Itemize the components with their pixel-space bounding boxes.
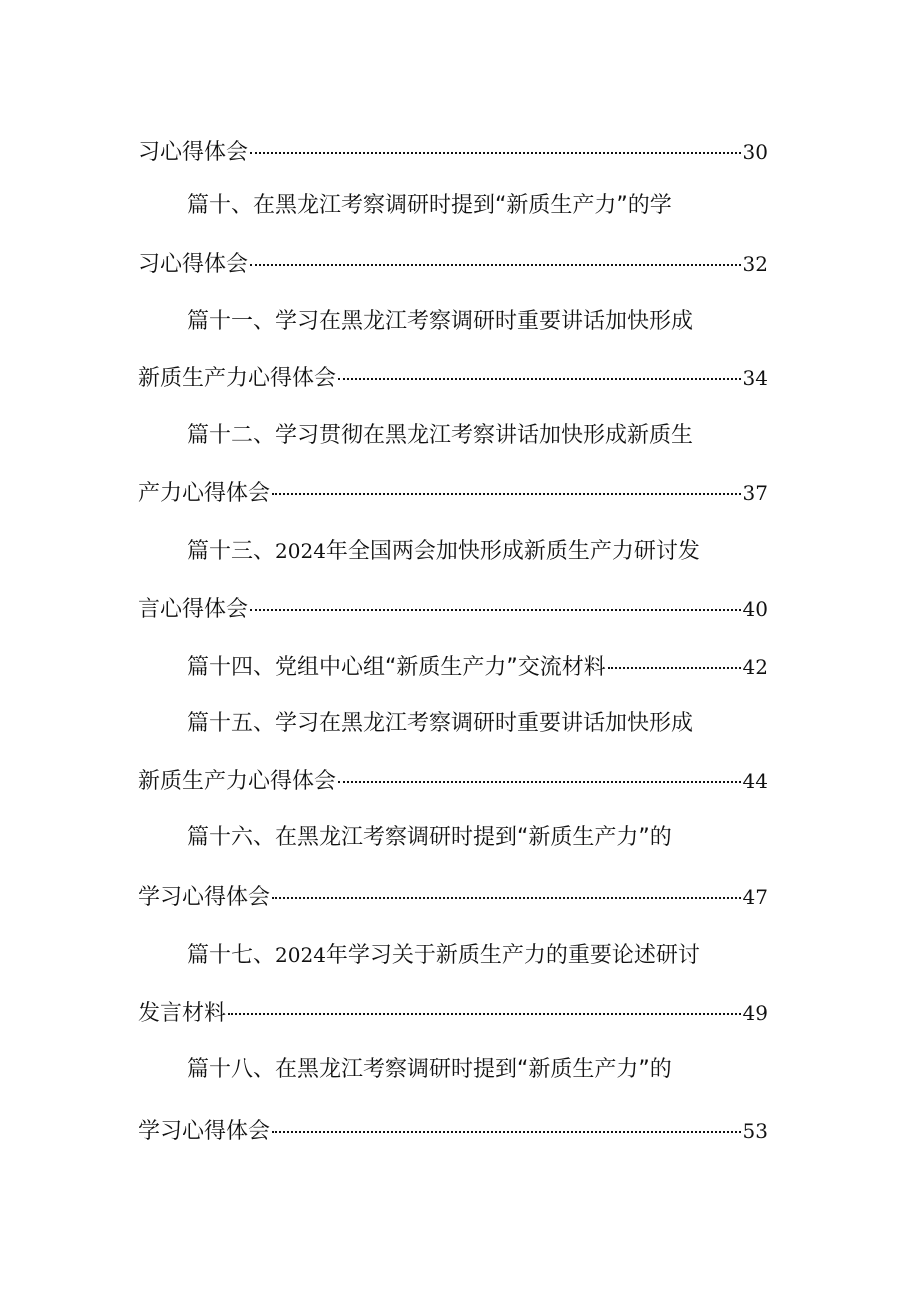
toc-entry-line[interactable] [138, 362, 768, 394]
toc-entry-line[interactable] [138, 593, 768, 625]
toc-entry-title: 新质生产力心得体会 [138, 366, 337, 391]
toc-page-number: 37 [742, 481, 768, 505]
dot-leader [338, 378, 741, 380]
toc-entry-line[interactable] [138, 248, 768, 280]
toc-entry-title: 年全国两会加快形成新质生产力研讨发 [325, 539, 700, 564]
toc-entry-line[interactable] [138, 1115, 768, 1147]
toc-page-number: 47 [742, 885, 768, 909]
toc-entry-title: 篇十六、在黑龙江考察调研时提到“新质生产力”的 [187, 825, 672, 850]
toc-entry-title: 篇十、在黑龙江考察调研时提到“新质生产力”的学 [187, 193, 672, 218]
toc-page-number: 53 [742, 1119, 768, 1143]
dot-leader [272, 1131, 741, 1133]
toc-page-number: 30 [742, 140, 768, 164]
dot-leader [228, 1013, 741, 1015]
toc-page-number: 40 [742, 597, 768, 621]
toc-entry-title: 产力心得体会 [138, 481, 271, 506]
toc-entry-line[interactable] [187, 420, 768, 452]
toc-entry-title: 发言材料 [138, 1001, 227, 1026]
toc-entry-line[interactable] [187, 651, 768, 683]
toc-entry-line[interactable] [138, 765, 768, 797]
toc-entry-line[interactable] [138, 477, 768, 509]
dot-leader [608, 667, 741, 669]
toc-entry-line[interactable] [187, 190, 768, 222]
toc-entry-title: 新质生产力心得体会 [138, 769, 337, 794]
toc-entry-prefix: 篇十七、 [187, 943, 276, 968]
toc-entry-line[interactable] [187, 535, 768, 567]
toc-entry-title: 习心得体会 [138, 252, 249, 277]
toc-entry-title: 习心得体会 [138, 140, 249, 165]
toc-entry-line[interactable] [138, 136, 768, 168]
toc-entry-title: 篇十五、学习在黑龙江考察调研时重要讲话加快形成 [187, 711, 694, 736]
toc-entry-prefix: 篇十三、 [187, 539, 276, 564]
toc-entry-line[interactable] [138, 997, 768, 1029]
dot-leader [272, 493, 741, 495]
toc-page-number: 44 [742, 769, 768, 793]
toc-page-number: 34 [742, 366, 768, 390]
toc-page-number: 32 [742, 252, 768, 276]
toc-entry-title: 篇十四、党组中心组“新质生产力”交流材料 [187, 655, 606, 680]
toc-entry-line[interactable] [187, 822, 768, 854]
toc-entry-title: 年学习关于新质生产力的重要论述研讨 [325, 943, 700, 968]
toc-page-number: 49 [742, 1001, 768, 1025]
dot-leader [250, 152, 741, 154]
toc-entry-title: 篇十一、学习在黑龙江考察调研时重要讲话加快形成 [187, 309, 694, 334]
toc-entry-line[interactable] [187, 939, 768, 971]
dot-leader [250, 264, 741, 266]
toc-entry-title: 学习心得体会 [138, 885, 271, 910]
toc-entry-title: 学习心得体会 [138, 1119, 271, 1144]
dot-leader [272, 897, 741, 899]
toc-entry-title: 言心得体会 [138, 597, 249, 622]
toc-page-number: 42 [742, 655, 768, 679]
toc-entry-line[interactable] [187, 708, 768, 740]
toc-entry-year: 2024 [275, 539, 326, 563]
toc-entry-line[interactable] [138, 881, 768, 913]
toc-entry-year: 2024 [275, 943, 326, 967]
toc-entry-line[interactable] [187, 306, 768, 338]
dot-leader [250, 609, 741, 611]
toc-entry-title: 篇十八、在黑龙江考察调研时提到“新质生产力”的 [187, 1057, 672, 1082]
toc-entry-title: 篇十二、学习贯彻在黑龙江考察讲话加快形成新质生 [187, 423, 694, 448]
toc-entry-line[interactable] [187, 1054, 768, 1086]
dot-leader [338, 781, 741, 783]
